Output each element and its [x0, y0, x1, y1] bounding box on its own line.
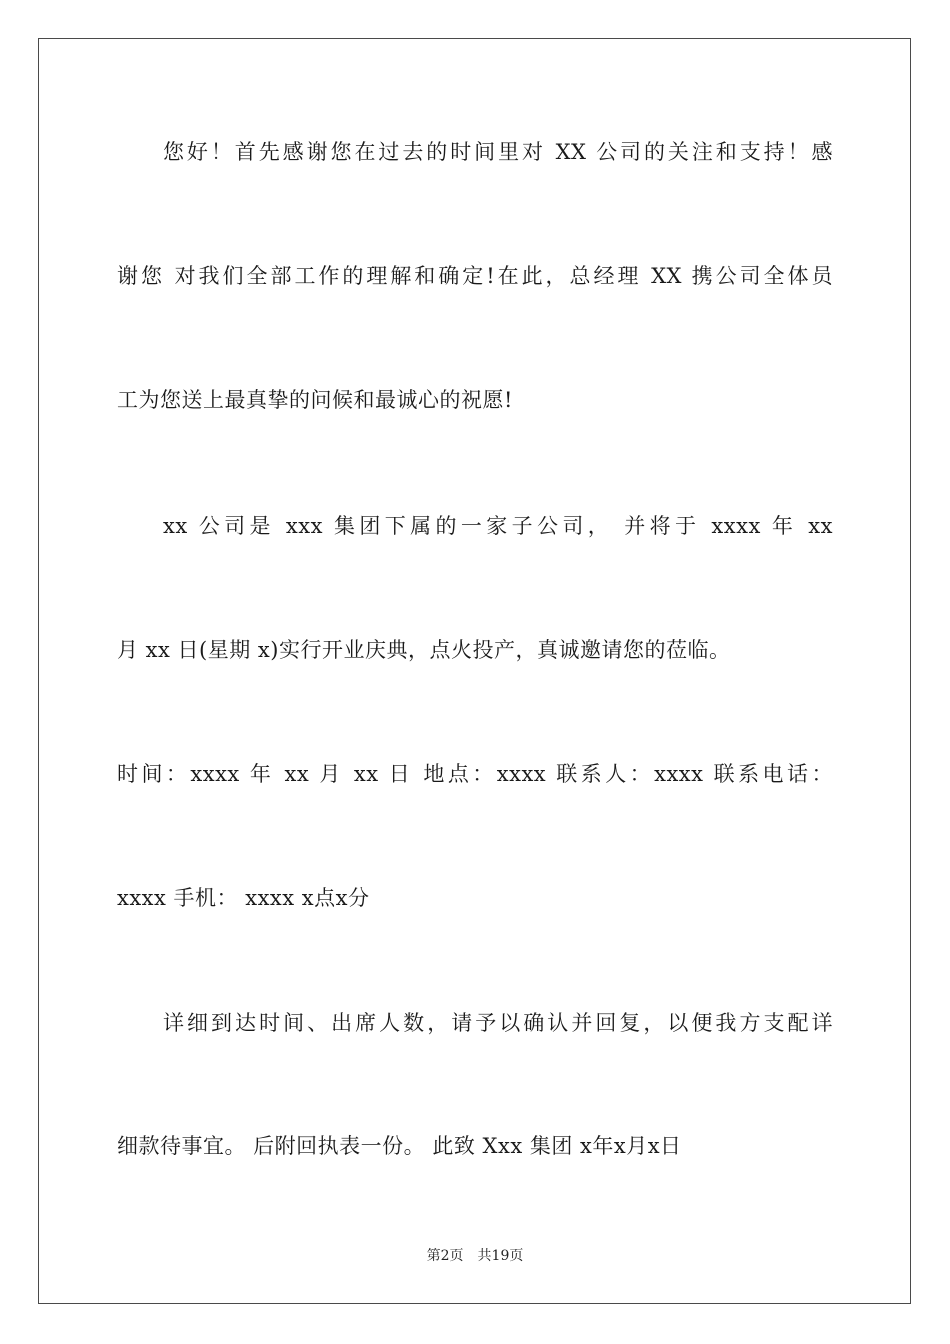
body-text-line: 谢您 对我们全部工作的理解和确定!在此，总经理 XX 携公司全体员 — [117, 264, 833, 288]
body-text-line: 详细到达时间、出席人数，请予以确认并回复，以便我方支配详 — [163, 1011, 833, 1035]
page-border — [38, 38, 911, 1304]
body-text-line: 月 xx 日(星期 x)实行开业庆典，点火投产，真诚邀请您的莅临。 — [117, 638, 731, 662]
body-text-line: 工为您送上最真挚的问候和最诚心的祝愿! — [117, 388, 513, 412]
body-text-line: xxxx 手机： xxxx x点x分 — [117, 886, 370, 910]
body-text-line: 细款待事宜。 后附回执表一份。 此致 Xxx 集团 x年x月x日 — [117, 1134, 682, 1158]
body-text-line: 时间：xxxx 年 xx 月 xx 日 地点：xxxx 联系人：xxxx 联系电话： — [117, 762, 833, 786]
body-text-line: 您好！首先感谢您在过去的时间里对 XX 公司的关注和支持！感 — [163, 140, 833, 164]
body-text-line: xx 公司是 xxx 集团下属的一家子公司， 并将于 xxxx 年 xx — [163, 514, 833, 538]
page-number-footer: 第2页 共19页 — [426, 1248, 524, 1264]
